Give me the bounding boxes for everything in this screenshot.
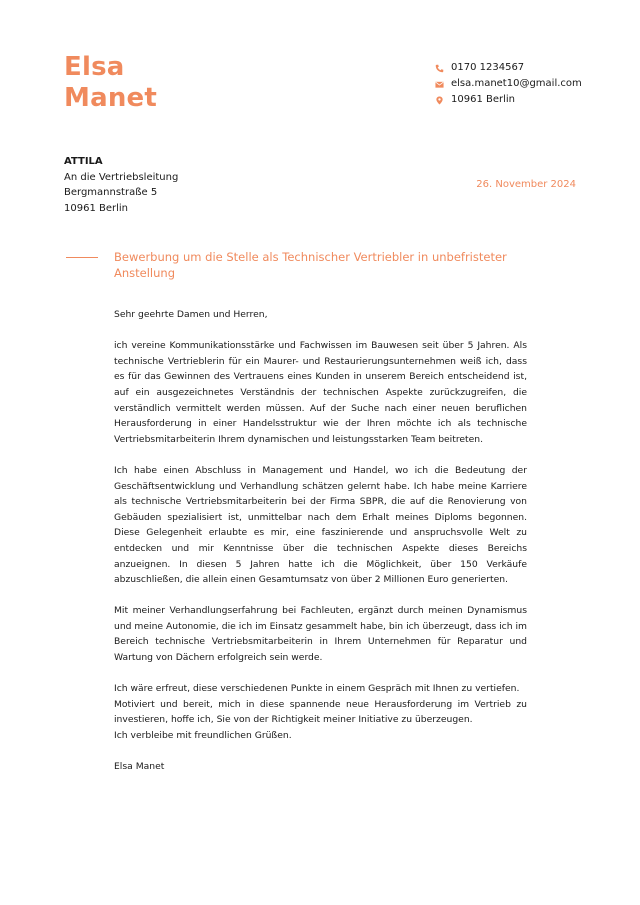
- email-text: elsa.manet10@gmail.com: [451, 78, 582, 89]
- letter-body: [114, 307, 527, 790]
- mail-icon: [435, 80, 451, 89]
- location-pin-icon: [435, 96, 451, 105]
- salutation: Sehr geehrte Damen und Herren,: [114, 309, 268, 320]
- closing-line-1: Ich wäre erfreut, diese verschiedenen Punkte in einem Gespräch mit Ihnen zu vertiefen.: [114, 683, 520, 695]
- body-paragraph-3: Mit meiner Verhandlungserfahrung bei Fachleuten, ergänzt durch meinen Dynamismus und meine Autonomie, die ich im Einsatz gesammelt habe, bin ich überzeugt, dass ich im Bereich technische Vertriebsmitarbeiterin in Ihrem Unternehmen für Reparatur und Wartung von Dächern erfolgreich sein werde.: [114, 605, 527, 664]
- recipient-city: 10961 Berlin: [64, 202, 129, 214]
- closing-line-2: Motiviert und bereit, mich in diese spannende neue Herausforderung im Vertrieb zu investieren, hoffe ich, Sie von der Richtigkeit meiner Initiative zu überzeugen.: [114, 698, 527, 726]
- contact-email: [435, 76, 582, 92]
- recipient-block: [64, 154, 178, 216]
- subject-divider: [66, 257, 98, 258]
- recipient-company: ATTILA: [64, 156, 103, 167]
- contact-block: [435, 60, 582, 108]
- sender-first-name: Elsa: [64, 52, 125, 82]
- contact-phone: [435, 60, 582, 76]
- sender-last-name: Manet: [64, 83, 157, 113]
- phone-text: 0170 1234567: [451, 62, 525, 73]
- sender-name: [64, 52, 157, 114]
- closing-paragraph: [114, 681, 527, 743]
- closing-line-3: Ich verbleibe mit freundlichen Grüßen.: [114, 730, 292, 742]
- letter-date: 26. November 2024: [476, 179, 576, 190]
- contact-address: [435, 92, 582, 108]
- address-text: 10961 Berlin: [451, 94, 516, 105]
- recipient-street: Bergmannstraße 5: [64, 187, 158, 198]
- body-paragraph-1: ich vereine Kommunikationsstärke und Fachwissen im Bauwesen seit über 5 Jahren. Als technische Vertrieblerin für ein Maurer- und Restaurierungsunternehmen weiß ich, dass es für das Gewinnen des Vertrauens eines Kunden in unserem Bereich entscheidend ist, auf ein ausgezeichnetes Verständnis der technischen Aspekte zurückzugreifen, die verständlich vermittelt werden müssen. Auf der Suche nach einer neuen beruflichen Herausforderung in einer Handelsstruktur wie der Ihren möchte ich als technische Vertriebsmitarbeiterin Ihrem dynamischen und leistungsstarken Team beitreten.: [114, 340, 527, 445]
- letter-subject: Bewerbung um die Stelle als Technischer Vertriebler in unbefristeter Anstellung: [114, 250, 507, 280]
- recipient-department: An die Vertriebsleitung: [64, 171, 179, 183]
- body-paragraph-2: Ich habe einen Abschluss in Management und Handel, wo ich die Bedeutung der Geschäftsentwicklung und Verhandlung schätzen gelernt habe. Ich habe meine Karriere als technische Vertriebsmitarbeiterin bei der Firma SBPR, die auf die Renovierung von Gebäuden spezialisiert ist, unmittelbar nach dem Erhalt meines Diploms begonnen. Diese Gelegenheit erlaubte es mir, eine faszinierende und anspruchsvolle Welt zu entdecken und mir Kenntnisse über die technischen Aspekte dieses Bereichs anzueignen. In diesen 5 Jahren hatte ich die Möglichkeit, über 150 Verkäufe abzuschließen, die allein einen Gesamtumsatz von über 2 Millionen Euro generierten.: [114, 464, 527, 586]
- phone-icon: [435, 64, 451, 73]
- signature: Elsa Manet: [114, 761, 165, 773]
